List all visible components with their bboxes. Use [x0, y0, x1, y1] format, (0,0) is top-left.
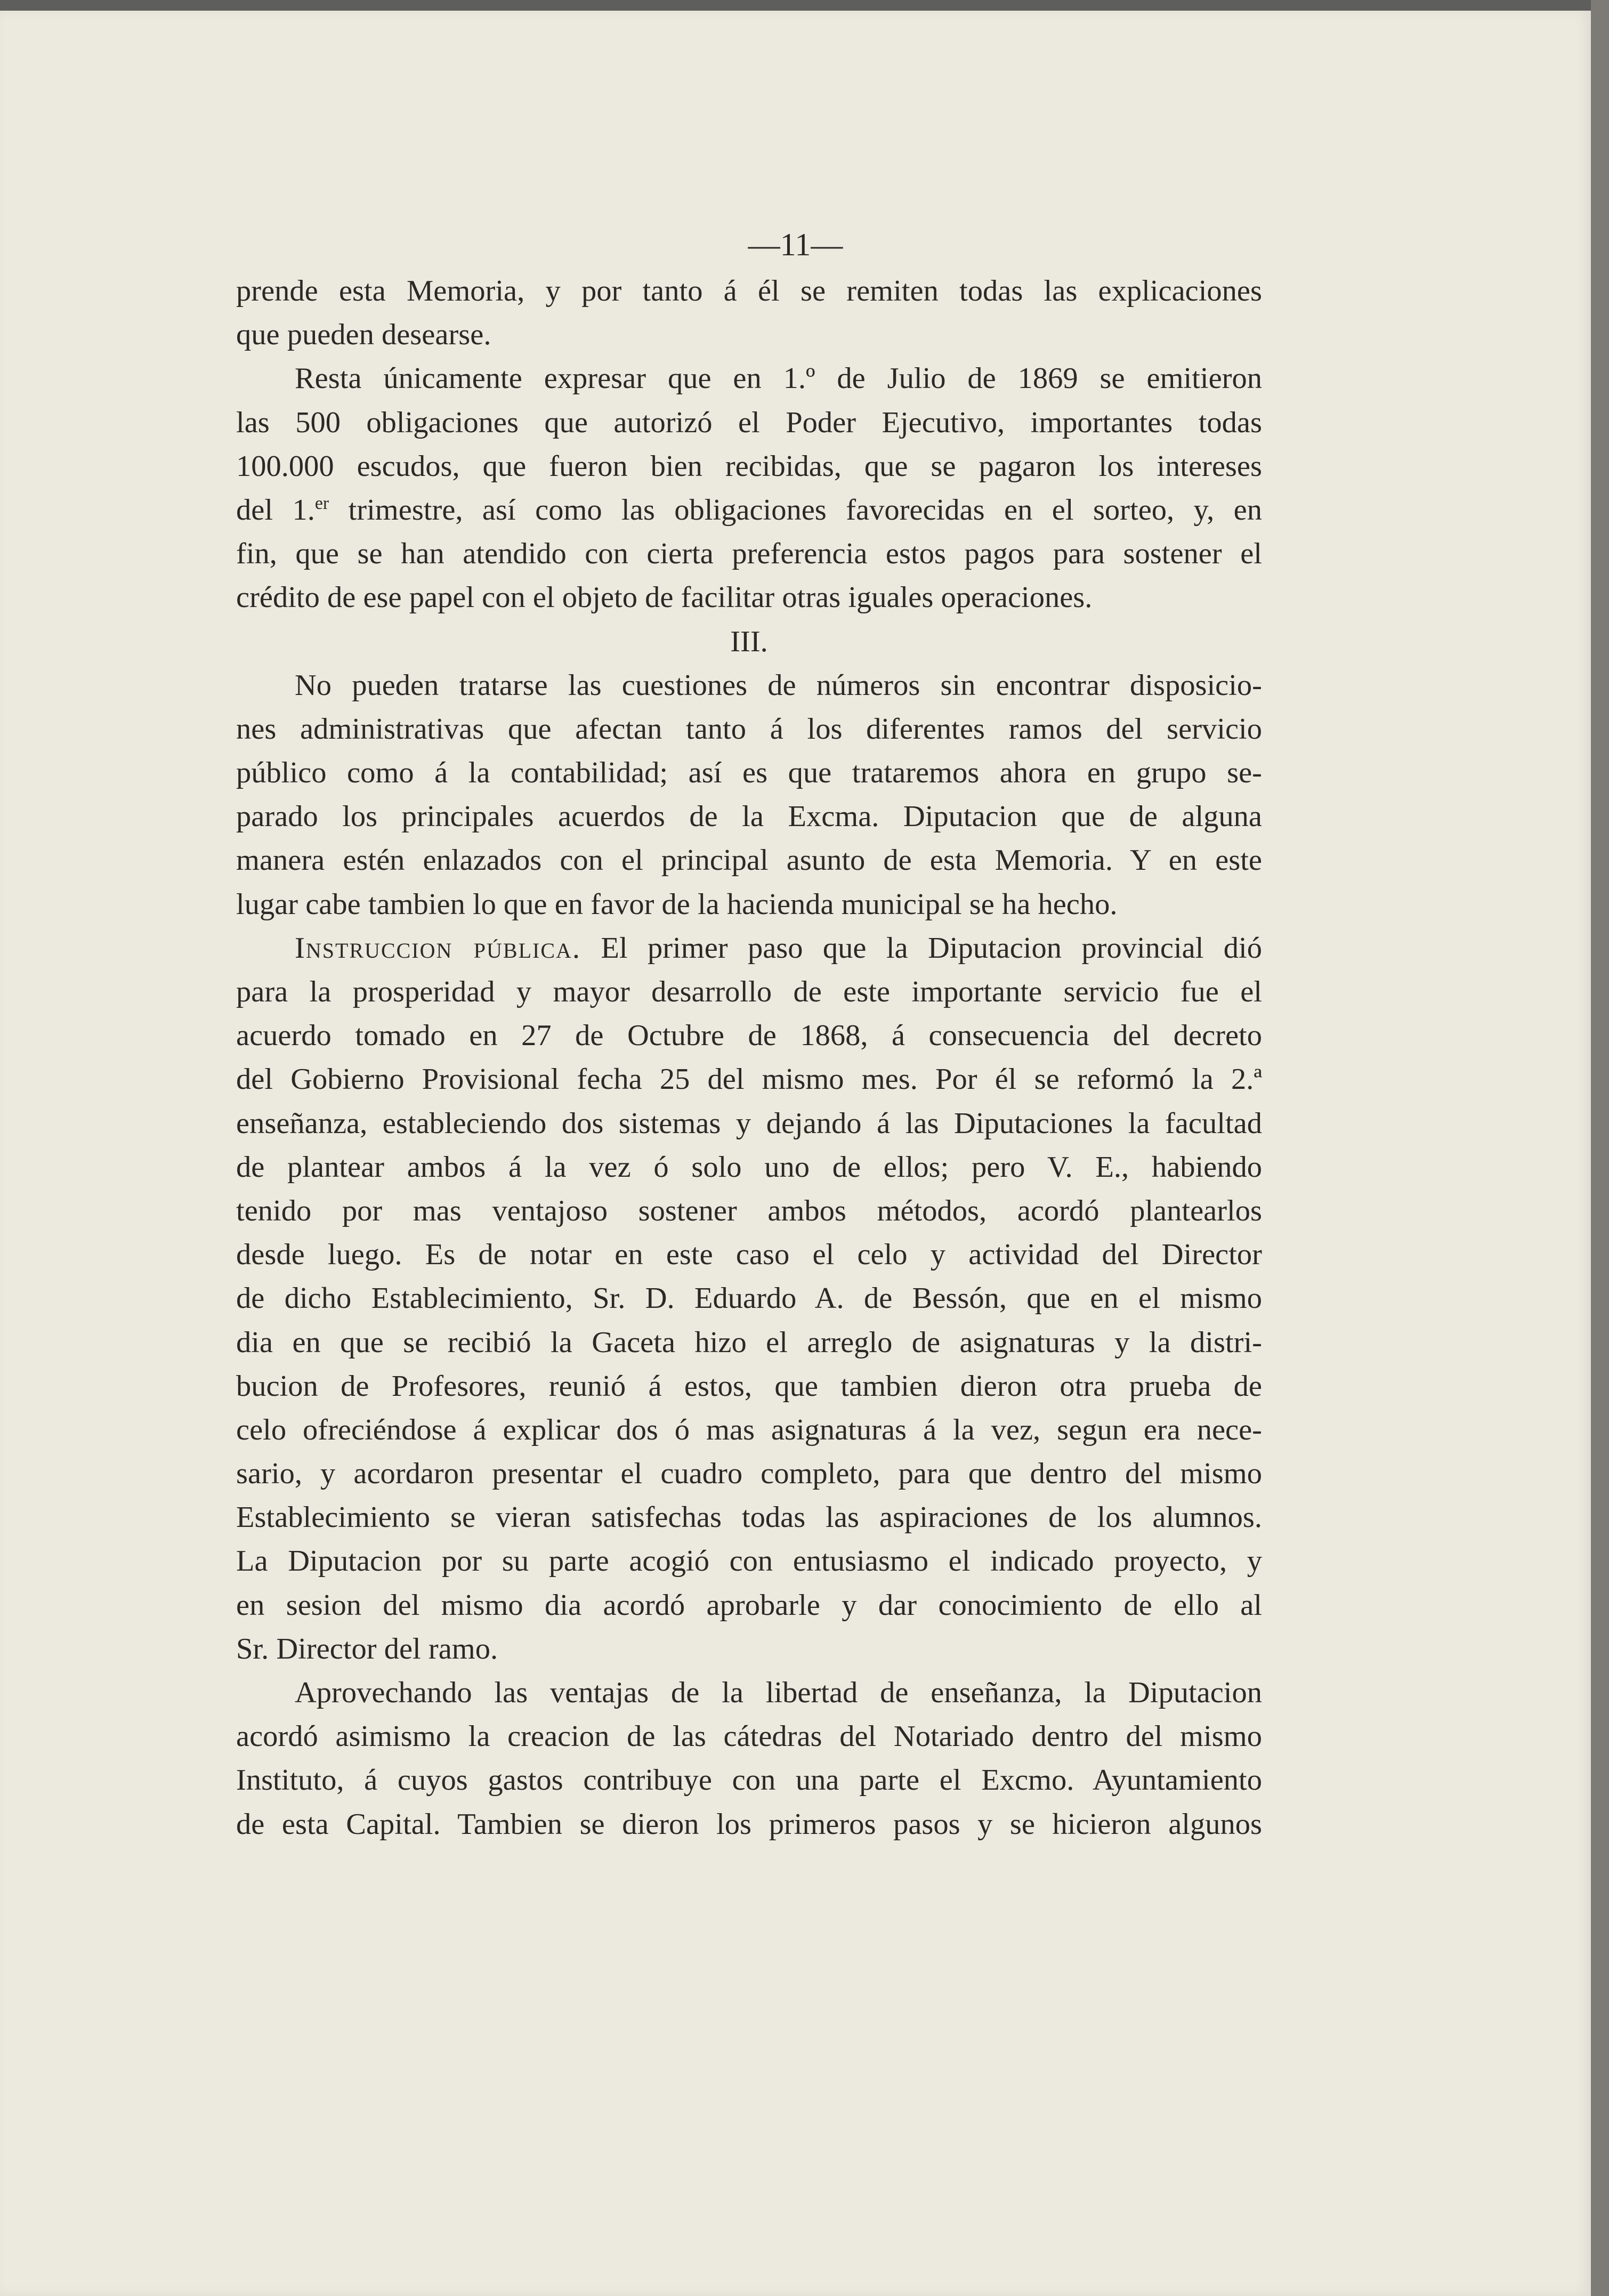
text-line: que pueden desearse. [236, 318, 491, 352]
text-line: las 500 obligaciones que autorizó el Poder Ejecutivo, importantes todas [236, 406, 1262, 439]
text-line: Resta únicamente expresar que en 1.º de Julio de 1869 se emitieron [295, 362, 1262, 395]
text-line: tenido por mas ventajoso sostener ambos métodos, acordó plantearlos [236, 1194, 1262, 1227]
scan-right-edge [1591, 0, 1609, 2296]
text-line: nes administrativas que afectan tanto á los diferentes ramos del servicio [236, 712, 1262, 746]
text-line: La Diputacion por su parte acogió con entusiasmo el indicado proyecto, y [236, 1545, 1262, 1578]
text-line: lugar cabe tambien lo que en favor de la hacienda municipal se ha hecho. [236, 887, 1118, 921]
superscript: er [314, 494, 329, 514]
text-fragment: El primer paso que la Diputacion provincial dió [601, 931, 1262, 965]
text-line: No pueden tratarse las cuestiones de números sin encontrar disposicio- [295, 668, 1262, 702]
text-line: acuerdo tomado en 27 de Octubre de 1868, á consecuencia del decreto [236, 1019, 1262, 1053]
text-line: público como á la contabilidad; así es que trataremos ahora en grupo se- [236, 756, 1262, 790]
text-line: de plantear ambos á la vez ó solo uno de ellos; pero V. E., habiendo [236, 1150, 1262, 1184]
text-fragment: del 1. [236, 493, 315, 527]
text-line: 100.000 escudos, que fueron bien recibidas, que se pagaron los intereses [236, 449, 1262, 483]
text-line: crédito de ese papel con el objeto de facilitar otras iguales operaciones. [236, 581, 1093, 615]
scan-top-border [0, 0, 1609, 11]
text-line: Establecimiento se vieran satisfechas todas las aspiraciones de los alumnos. [236, 1501, 1262, 1534]
text-line: enseñanza, estableciendo dos sistemas y dejando á las Diputaciones la facultad [236, 1106, 1262, 1140]
text-line: para la prosperidad y mayor desarrollo de este importante servicio fue el [236, 975, 1262, 1008]
text-line-heading [236, 926, 1262, 970]
body-text [236, 269, 1262, 1846]
text-line: fin, que se han atendido con cierta preferencia estos pagos para sostener el [236, 537, 1262, 571]
text-line: Aprovechando las ventajas de la libertad de enseñanza, la Diputacion [295, 1676, 1262, 1709]
text-line: de dicho Establecimiento, Sr. D. Eduardo A. de Bessón, que en el mismo [236, 1282, 1262, 1315]
text-line: sario, y acordaron presentar el cuadro completo, para que dentro del mismo [236, 1457, 1262, 1491]
text-line-trimestre [236, 488, 1262, 532]
text-fragment: trimestre, así como las obligaciones favorecidas en el sorteo, y, en [348, 493, 1262, 527]
text-line: Sr. Director del ramo. [236, 1632, 498, 1666]
section-number: III. [730, 625, 768, 658]
book-page [0, 11, 1591, 2296]
text-line: manera estén enlazados con el principal asunto de esta Memoria. Y en este [236, 844, 1262, 877]
text-line: del Gobierno Provisional fecha 25 del mismo mes. Por él se reformó la 2.ª [236, 1063, 1262, 1096]
text-line: dia en que se recibió la Gaceta hizo el arreglo de asignaturas y la distri- [236, 1325, 1262, 1359]
page-number: —11— [748, 227, 843, 262]
text-line: bucion de Profesores, reunió á estos, que tambien dieron otra prueba de [236, 1369, 1262, 1403]
text-line: acordó asimismo la creacion de las cátedras del Notariado dentro del mismo [236, 1720, 1262, 1753]
text-line: en sesion del mismo dia acordó aprobarle y dar conocimiento de ello al [236, 1588, 1262, 1622]
text-line: de esta Capital. Tambien se dieron los primeros pasos y se hicieron algunos [236, 1807, 1262, 1841]
text-line: prende esta Memoria, y por tanto á él se remiten todas las explicaciones [236, 274, 1262, 308]
text-line: celo ofreciéndose á explicar dos ó mas asignaturas á la vez, segun era nece- [236, 1413, 1262, 1446]
text-line: desde luego. Es de notar en este caso el celo y actividad del Director [236, 1238, 1262, 1272]
text-line: parado los principales acuerdos de la Excma. Diputacion que de alguna [236, 800, 1262, 834]
text-line: Instituto, á cuyos gastos contribuye con una parte el Excmo. Ayuntamiento [236, 1764, 1262, 1797]
section-heading: Instruccion pública. [295, 931, 581, 965]
